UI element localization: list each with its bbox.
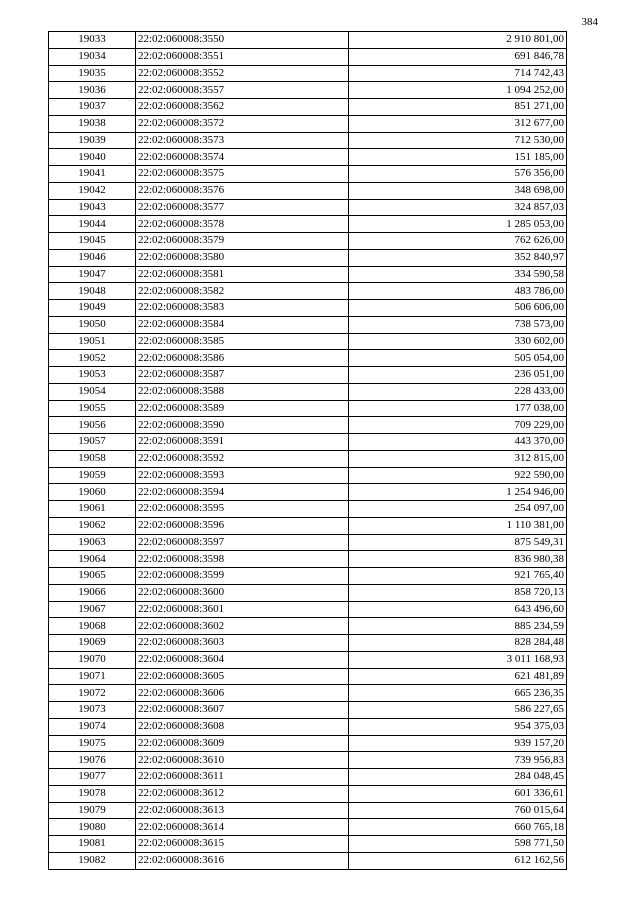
table-row [49,836,567,853]
table-row [49,568,567,585]
cadastral-value-cell: 954 375,03 [349,718,567,735]
cadastral-value-cell: 334 590,58 [349,266,567,283]
cadastral-number-cell: 22:02:060008:3596 [136,517,349,534]
cadastral-value-cell: 284 048,45 [349,769,567,786]
table-row [49,785,567,802]
cadastral-number-cell: 22:02:060008:3586 [136,350,349,367]
cadastral-number-cell: 22:02:060008:3579 [136,233,349,250]
cadastral-number-cell: 22:02:060008:3607 [136,702,349,719]
cadastral-value-cell: 598 771,50 [349,836,567,853]
table-row [49,283,567,300]
cadastral-value-cell: 739 956,83 [349,752,567,769]
cadastral-value-cell: 921 765,40 [349,568,567,585]
cadastral-number-cell: 22:02:060008:3594 [136,484,349,501]
cadastral-value-cell: 709 229,00 [349,417,567,434]
cadastral-value-cell: 483 786,00 [349,283,567,300]
table-row [49,417,567,434]
cadastral-number-cell: 22:02:060008:3587 [136,367,349,384]
cadastral-value-cell: 922 590,00 [349,467,567,484]
cadastral-value-cell: 851 271,00 [349,99,567,116]
row-number-cell: 19038 [49,115,136,132]
row-number-cell: 19080 [49,819,136,836]
cadastral-value-cell: 177 038,00 [349,400,567,417]
table-row [49,484,567,501]
table-row [49,551,567,568]
cadastral-number-cell: 22:02:060008:3593 [136,467,349,484]
table-row [49,48,567,65]
table-row [49,182,567,199]
cadastral-number-cell: 22:02:060008:3614 [136,819,349,836]
row-number-cell: 19071 [49,668,136,685]
cadastral-value-cell: 312 815,00 [349,450,567,467]
table-row [49,266,567,283]
table-row [49,199,567,216]
table-row [49,517,567,534]
cadastral-number-cell: 22:02:060008:3615 [136,836,349,853]
row-number-cell: 19050 [49,316,136,333]
cadastral-number-cell: 22:02:060008:3590 [136,417,349,434]
table-row [49,752,567,769]
row-number-cell: 19042 [49,182,136,199]
row-number-cell: 19061 [49,501,136,518]
cadastral-value-cell: 228 433,00 [349,383,567,400]
cadastral-value-cell: 586 227,65 [349,702,567,719]
row-number-cell: 19036 [49,82,136,99]
cadastral-value-cell: 443 370,00 [349,434,567,451]
cadastral-number-cell: 22:02:060008:3572 [136,115,349,132]
row-number-cell: 19062 [49,517,136,534]
cadastral-value-cell: 324 857,03 [349,199,567,216]
table-row [49,333,567,350]
row-number-cell: 19079 [49,802,136,819]
table-row [49,618,567,635]
cadastral-number-cell: 22:02:060008:3597 [136,534,349,551]
table-row [49,685,567,702]
cadastral-number-cell: 22:02:060008:3550 [136,32,349,49]
table-row [49,534,567,551]
row-number-cell: 19077 [49,769,136,786]
cadastral-value-cell: 312 677,00 [349,115,567,132]
cadastral-value-cell: 691 846,78 [349,48,567,65]
cadastral-number-cell: 22:02:060008:3583 [136,300,349,317]
cadastral-value-cell: 506 606,00 [349,300,567,317]
cadastral-number-cell: 22:02:060008:3580 [136,249,349,266]
table-row [49,450,567,467]
row-number-cell: 19074 [49,718,136,735]
row-number-cell: 19070 [49,651,136,668]
cadastral-number-cell: 22:02:060008:3585 [136,333,349,350]
table-row [49,467,567,484]
cadastral-value-cell: 712 530,00 [349,132,567,149]
row-number-cell: 19053 [49,367,136,384]
row-number-cell: 19058 [49,450,136,467]
cadastral-number-cell: 22:02:060008:3598 [136,551,349,568]
table-row [49,82,567,99]
row-number-cell: 19049 [49,300,136,317]
table-row [49,149,567,166]
cadastral-number-cell: 22:02:060008:3599 [136,568,349,585]
cadastral-value-cell: 738 573,00 [349,316,567,333]
table-row [49,233,567,250]
row-number-cell: 19065 [49,568,136,585]
cadastral-value-cell: 714 742,43 [349,65,567,82]
cadastral-value-cell: 254 097,00 [349,501,567,518]
row-number-cell: 19073 [49,702,136,719]
row-number-cell: 19078 [49,785,136,802]
cadastral-number-cell: 22:02:060008:3582 [136,283,349,300]
table-row [49,769,567,786]
table-row [49,216,567,233]
table-row [49,501,567,518]
row-number-cell: 19056 [49,417,136,434]
table-row [49,434,567,451]
table-row [49,65,567,82]
row-number-cell: 19039 [49,132,136,149]
table-row [49,350,567,367]
cadastral-number-cell: 22:02:060008:3608 [136,718,349,735]
cadastral-number-cell: 22:02:060008:3573 [136,132,349,149]
table-row [49,819,567,836]
cadastral-number-cell: 22:02:060008:3600 [136,584,349,601]
cadastral-number-cell: 22:02:060008:3611 [136,769,349,786]
cadastral-value-cell: 660 765,18 [349,819,567,836]
page-number: 384 [581,16,598,28]
table-row [49,668,567,685]
row-number-cell: 19040 [49,149,136,166]
cadastral-number-cell: 22:02:060008:3578 [136,216,349,233]
cadastral-number-cell: 22:02:060008:3576 [136,182,349,199]
cadastral-value-cell: 762 626,00 [349,233,567,250]
row-number-cell: 19035 [49,65,136,82]
table-row [49,166,567,183]
row-number-cell: 19066 [49,584,136,601]
cadastral-number-cell: 22:02:060008:3595 [136,501,349,518]
table-row [49,802,567,819]
row-number-cell: 19043 [49,199,136,216]
cadastral-number-cell: 22:02:060008:3606 [136,685,349,702]
table-row [49,316,567,333]
cadastral-value-cell: 643 496,60 [349,601,567,618]
row-number-cell: 19060 [49,484,136,501]
cadastral-number-cell: 22:02:060008:3562 [136,99,349,116]
row-number-cell: 19081 [49,836,136,853]
row-number-cell: 19051 [49,333,136,350]
cadastral-number-cell: 22:02:060008:3551 [136,48,349,65]
cadastral-number-cell: 22:02:060008:3584 [136,316,349,333]
cadastral-number-cell: 22:02:060008:3613 [136,802,349,819]
row-number-cell: 19044 [49,216,136,233]
cadastral-number-cell: 22:02:060008:3603 [136,635,349,652]
row-number-cell: 19048 [49,283,136,300]
table-row [49,99,567,116]
table-row [49,132,567,149]
cadastral-number-cell: 22:02:060008:3577 [136,199,349,216]
cadastral-value-cell: 612 162,56 [349,852,567,869]
row-number-cell: 19069 [49,635,136,652]
cadastral-number-cell: 22:02:060008:3591 [136,434,349,451]
row-number-cell: 19072 [49,685,136,702]
cadastral-number-cell: 22:02:060008:3616 [136,852,349,869]
cadastral-value-cell: 348 698,00 [349,182,567,199]
cadastral-number-cell: 22:02:060008:3604 [136,651,349,668]
row-number-cell: 19057 [49,434,136,451]
cadastral-number-cell: 22:02:060008:3575 [136,166,349,183]
row-number-cell: 19082 [49,852,136,869]
cadastral-value-cell: 885 234,59 [349,618,567,635]
table-row [49,584,567,601]
cadastral-number-cell: 22:02:060008:3601 [136,601,349,618]
table-row [49,702,567,719]
row-number-cell: 19046 [49,249,136,266]
row-number-cell: 19059 [49,467,136,484]
row-number-cell: 19068 [49,618,136,635]
cadastral-value-cell: 2 910 801,00 [349,32,567,49]
cadastral-value-cell: 760 015,64 [349,802,567,819]
cadastral-value-cell: 3 011 168,93 [349,651,567,668]
cadastral-value-cell: 1 254 946,00 [349,484,567,501]
cadastral-number-cell: 22:02:060008:3605 [136,668,349,685]
cadastral-number-cell: 22:02:060008:3557 [136,82,349,99]
cadastral-value-cell: 828 284,48 [349,635,567,652]
table-body [49,32,567,870]
cadastral-number-cell: 22:02:060008:3552 [136,65,349,82]
cadastral-value-cell: 1 285 053,00 [349,216,567,233]
table-row [49,635,567,652]
cadastral-value-cell: 665 236,35 [349,685,567,702]
table-row [49,651,567,668]
row-number-cell: 19037 [49,99,136,116]
row-number-cell: 19047 [49,266,136,283]
cadastral-number-cell: 22:02:060008:3610 [136,752,349,769]
row-number-cell: 19067 [49,601,136,618]
row-number-cell: 19063 [49,534,136,551]
table-row [49,383,567,400]
table-row [49,367,567,384]
cadastral-value-cell: 939 157,20 [349,735,567,752]
table-row [49,32,567,49]
table-row [49,601,567,618]
row-number-cell: 19045 [49,233,136,250]
table-row [49,249,567,266]
cadastral-number-cell: 22:02:060008:3581 [136,266,349,283]
cadastral-value-cell: 1 094 252,00 [349,82,567,99]
cadastral-value-cell: 836 980,38 [349,551,567,568]
table-row [49,300,567,317]
cadastral-value-cell: 1 110 381,00 [349,517,567,534]
cadastral-number-cell: 22:02:060008:3602 [136,618,349,635]
cadastral-number-cell: 22:02:060008:3592 [136,450,349,467]
cadastral-number-cell: 22:02:060008:3609 [136,735,349,752]
cadastral-value-table [48,31,567,870]
cadastral-value-cell: 151 185,00 [349,149,567,166]
row-number-cell: 19034 [49,48,136,65]
cadastral-value-cell: 576 356,00 [349,166,567,183]
cadastral-number-cell: 22:02:060008:3574 [136,149,349,166]
table-row [49,852,567,869]
row-number-cell: 19054 [49,383,136,400]
table-row [49,115,567,132]
cadastral-value-cell: 505 054,00 [349,350,567,367]
table-row [49,718,567,735]
row-number-cell: 19055 [49,400,136,417]
row-number-cell: 19064 [49,551,136,568]
cadastral-value-cell: 236 051,00 [349,367,567,384]
cadastral-number-cell: 22:02:060008:3588 [136,383,349,400]
row-number-cell: 19075 [49,735,136,752]
cadastral-value-cell: 330 602,00 [349,333,567,350]
table-row [49,735,567,752]
cadastral-value-cell: 621 481,89 [349,668,567,685]
row-number-cell: 19033 [49,32,136,49]
cadastral-number-cell: 22:02:060008:3612 [136,785,349,802]
row-number-cell: 19041 [49,166,136,183]
cadastral-value-cell: 875 549,31 [349,534,567,551]
row-number-cell: 19052 [49,350,136,367]
cadastral-value-cell: 858 720,13 [349,584,567,601]
cadastral-value-cell: 352 840,97 [349,249,567,266]
cadastral-value-cell: 601 336,61 [349,785,567,802]
row-number-cell: 19076 [49,752,136,769]
table-row [49,400,567,417]
cadastral-number-cell: 22:02:060008:3589 [136,400,349,417]
